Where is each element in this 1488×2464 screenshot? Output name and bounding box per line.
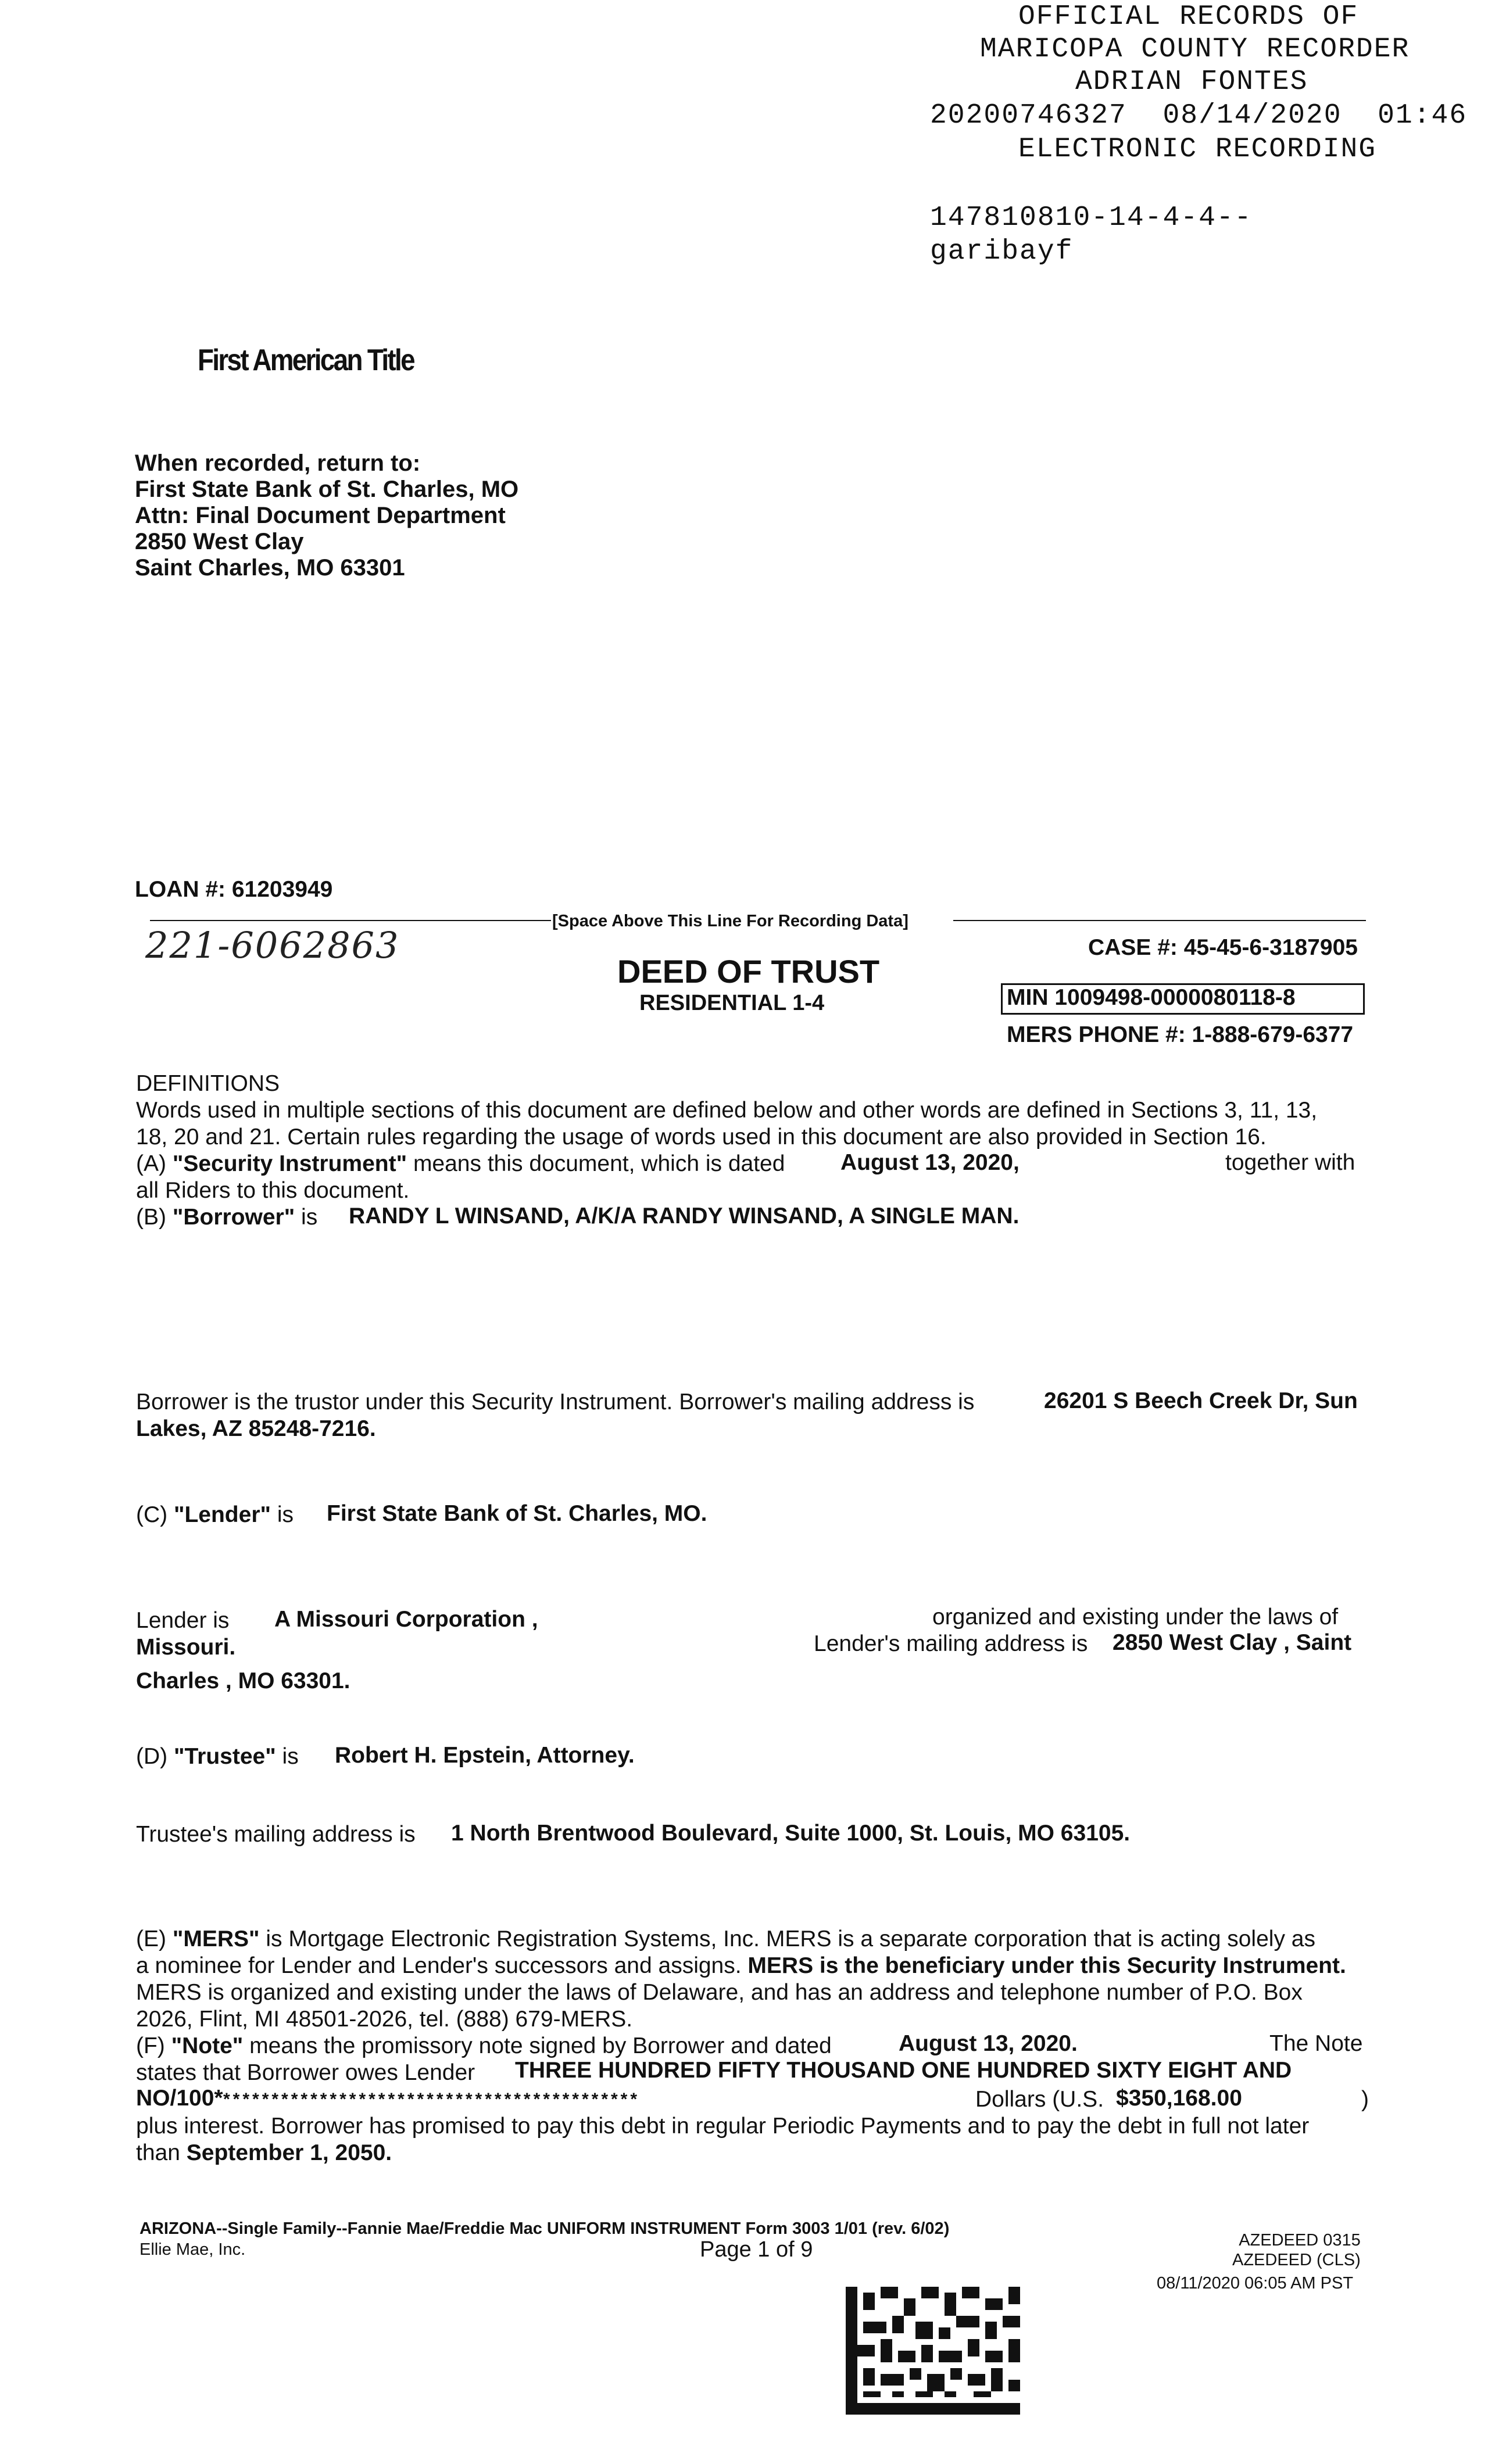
security-instrument-date: August 13, 2020,: [840, 1150, 1020, 1175]
mers-phone: MERS PHONE #: 1-888-679-6377: [1007, 1022, 1354, 1047]
lender-is-label: Lender is: [136, 1608, 230, 1633]
definition-d-line: [136, 1743, 299, 1770]
footer-form-line: ARIZONA--Single Family--Fannie Mae/Freddie Mac UNIFORM INSTRUMENT Form 3003 1/01 (rev. 6/02): [140, 2219, 950, 2238]
borrower-address-2: Lakes, AZ 85248-7216.: [136, 1416, 376, 1441]
recorder-stamp-line-2: MARICOPA COUNTY RECORDER: [980, 34, 1410, 65]
min-number: MIN 1009498-0000080118-8: [1007, 985, 1296, 1010]
return-to-line-1: First State Bank of St. Charles, MO: [135, 477, 519, 502]
recording-number: 20200746327 08/14/2020 01:46: [930, 100, 1468, 131]
footer-codes: [1232, 2230, 1361, 2270]
definitions-intro-1: Words used in multiple sections of this document are defined below and other words are defined in Sections 3, 11, 13,: [136, 1098, 1318, 1123]
barcode-image: [846, 2287, 1020, 2415]
borrower-address-1: 26201 S Beech Creek Dr, Sun: [1044, 1388, 1358, 1413]
lender-address-1: 2850 West Clay , Saint: [1113, 1630, 1352, 1655]
page-number: Page 1 of 9: [700, 2237, 813, 2262]
definition-a-tail: together with: [1225, 1150, 1355, 1175]
footer-code-2: AZEDEED (CLS): [1232, 2251, 1361, 2269]
recorder-stamp-line-5: ELECTRONIC RECORDING: [1018, 134, 1377, 165]
definition-e-line-2b: MERS is the beneficiary under this Security Instrument.: [747, 1953, 1346, 1978]
maturity-date: September 1, 2050.: [186, 2140, 392, 2165]
recording-line-right: [953, 920, 1366, 921]
return-to-line-2: Attn: Final Document Department: [135, 503, 506, 528]
definition-f-line-1: [136, 2033, 832, 2060]
title-company-logo: First American Title: [198, 343, 414, 377]
definition-b-term: "Borrower": [172, 1205, 295, 1230]
dollars-label: Dollars (U.S.: [975, 2087, 1104, 2112]
definition-f-text: means the promissory note signed by Borrower and dated: [249, 2033, 832, 2058]
footer-vendor: Ellie Mae, Inc.: [140, 2240, 246, 2259]
definition-f-line-4: plus interest. Borrower has promised to pay this debt in regular Periodic Payments and to pay the debt in full not later: [136, 2114, 1310, 2139]
note-date: August 13, 2020.: [899, 2031, 1078, 2056]
definition-c-line: [136, 1502, 294, 1528]
definition-a-line-2: all Riders to this document.: [136, 1178, 410, 1203]
lender-address-2: Charles , MO 63301.: [136, 1668, 350, 1693]
definition-a-text: means this document, which is dated: [413, 1151, 785, 1176]
definition-e-term: "MERS": [172, 1926, 260, 1951]
definitions-heading: DEFINITIONS: [136, 1071, 280, 1096]
amount-stars: *******************************************: [223, 2090, 641, 2109]
footer-code-1: AZEDEED 0315: [1239, 2231, 1361, 2250]
definition-e-line-3: MERS is organized and existing under the laws of Delaware, and has an address and telephone number of P.O. Box: [136, 1980, 1303, 2005]
return-to-line-4: Saint Charles, MO 63301: [135, 555, 405, 581]
definition-a-term: "Security Instrument": [172, 1151, 407, 1176]
footer-timestamp: 08/11/2020 06:05 AM PST: [1157, 2274, 1354, 2293]
return-to-heading: When recorded, return to:: [135, 450, 421, 476]
definition-b-label: (B): [136, 1205, 166, 1230]
definition-e-line-2: [136, 1953, 1346, 1979]
definition-f-line-2: states that Borrower owes Lender: [136, 2060, 475, 2085]
recorder-stamp-line-6: 147810810-14-4-4--: [930, 202, 1253, 234]
definition-d-term: "Trustee": [173, 1744, 276, 1769]
definition-c-is: is: [277, 1502, 294, 1527]
definition-c-label: (C): [136, 1502, 168, 1527]
recorder-stamp-line-3: ADRIAN FONTES: [1075, 66, 1308, 98]
amount-close-paren: ): [1361, 2087, 1369, 2112]
trustee-address-text: Trustee's mailing address is: [136, 1822, 416, 1847]
trustee-name: Robert H. Epstein, Attorney.: [335, 1743, 635, 1768]
handwritten-number: 221-6062863: [145, 924, 400, 966]
definition-b-line: [136, 1204, 317, 1231]
lender-name: First State Bank of St. Charles, MO.: [327, 1501, 707, 1526]
definition-e-line-1: [136, 1926, 1315, 1953]
lender-organized: organized and existing under the laws of: [932, 1605, 1339, 1629]
definition-a-line-1: [136, 1151, 785, 1177]
definition-a-label: (A): [136, 1151, 166, 1176]
definition-e-line-2a: a nominee for Lender and Lender's successors and assigns.: [136, 1953, 742, 1978]
loan-amount-words-2: NO/100*: [136, 2086, 223, 2111]
definition-c-term: "Lender": [173, 1502, 271, 1527]
definition-e-text: is Mortgage Electronic Registration Systems, Inc. MERS is a separate corporation that is acting solely as: [266, 1926, 1315, 1951]
definition-f-term: "Note": [171, 2033, 244, 2058]
loan-amount: $350,168.00: [1116, 2086, 1242, 2111]
recorder-stamp-line-7: garibayf: [930, 236, 1074, 267]
return-to-block: [135, 450, 518, 581]
trustee-address: 1 North Brentwood Boulevard, Suite 1000, St. Louis, MO 63105.: [451, 1821, 1131, 1846]
recorder-stamp-line-1: OFFICIAL RECORDS OF: [1018, 1, 1359, 33]
lender-state: Missouri.: [136, 1635, 236, 1660]
definition-d-label: (D): [136, 1744, 168, 1769]
case-number: CASE #: 45-45-6-3187905: [1088, 935, 1358, 960]
definition-f-tail: The Note: [1269, 2031, 1363, 2056]
definition-b-is: is: [301, 1205, 318, 1230]
loan-number: LOAN #: 61203949: [135, 877, 333, 902]
definition-f-line-5: [136, 2140, 392, 2166]
lender-corporation: A Missouri Corporation ,: [274, 1607, 538, 1632]
borrower-address-text: Borrower is the trustor under this Security Instrument. Borrower's mailing address is: [136, 1389, 975, 1414]
lender-address-text: Lender's mailing address is: [814, 1631, 1088, 1656]
loan-amount-words: THREE HUNDRED FIFTY THOUSAND ONE HUNDRED SIXTY EIGHT AND: [515, 2058, 1292, 2083]
return-to-line-3: 2850 West Clay: [135, 529, 304, 554]
definitions-intro-2: 18, 20 and 21. Certain rules regarding the usage of words used in this document are also provided in Section 16.: [136, 1124, 1267, 1149]
definition-d-is: is: [282, 1744, 299, 1769]
definition-f-label: (F): [136, 2033, 165, 2058]
definition-e-line-4: 2026, Flint, MI 48501-2026, tel. (888) 679-MERS.: [136, 2007, 633, 2032]
recording-line-left: [150, 920, 551, 921]
space-above-label: [Space Above This Line For Recording Data]: [552, 912, 908, 930]
definition-f-than: than: [136, 2140, 180, 2165]
definition-e-label: (E): [136, 1926, 166, 1951]
document-subtitle: RESIDENTIAL 1-4: [639, 991, 825, 1015]
document-title: DEED OF TRUST: [617, 953, 880, 990]
borrower-name: RANDY L WINSAND, A/K/A RANDY WINSAND, A SINGLE MAN.: [349, 1204, 1020, 1229]
